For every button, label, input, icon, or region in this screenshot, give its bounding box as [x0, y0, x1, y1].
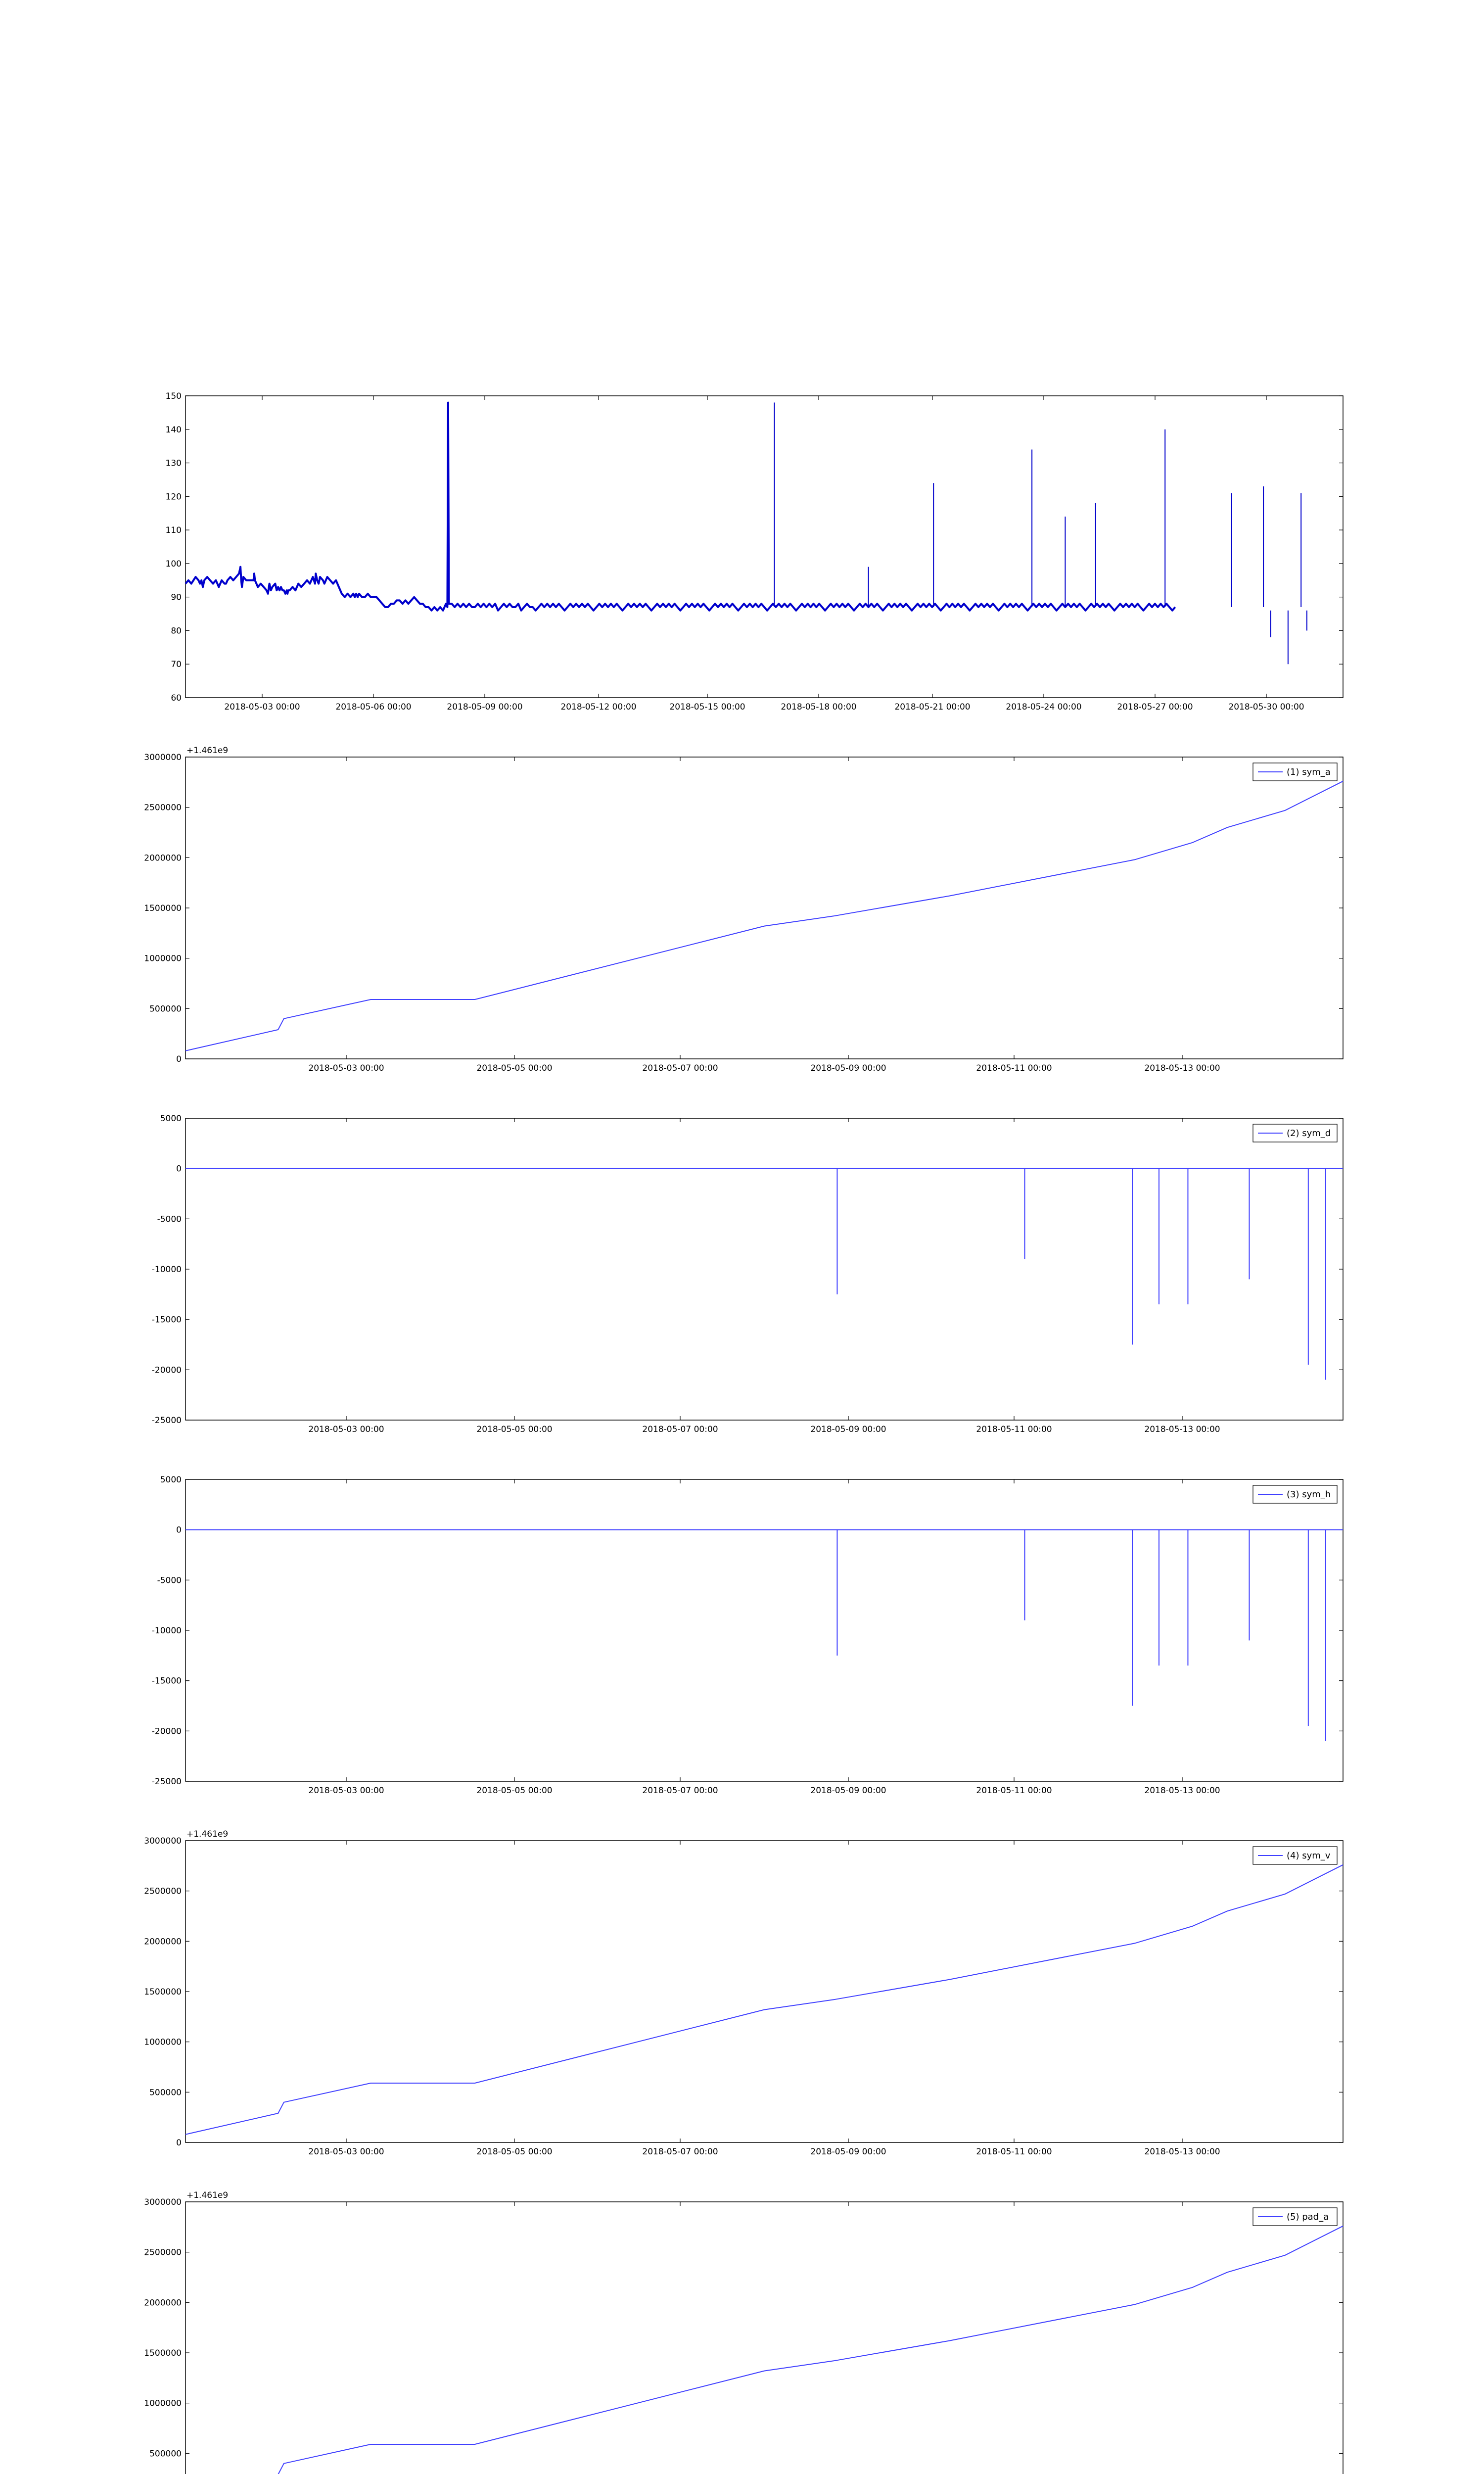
price-series-line: [186, 403, 1175, 611]
y-tick-label: -5000: [157, 1575, 182, 1586]
legend-label: (4) sym_v: [1287, 1851, 1331, 1861]
y-tick-label: 1000000: [144, 953, 182, 964]
panel-4: [152, 1475, 1343, 1796]
series-line: [186, 2226, 1343, 2474]
x-tick-label: 2018-05-05 00:00: [476, 1425, 553, 1434]
y-tick-label: 500000: [149, 1004, 182, 1014]
legend-label: (2) sym_d: [1287, 1128, 1331, 1139]
y-tick-label: 1000000: [144, 2037, 182, 2047]
axes-frame: [186, 757, 1343, 1059]
x-tick-label: 2018-05-03 00:00: [308, 1425, 384, 1434]
y-tick-label: 2000000: [144, 2298, 182, 2308]
x-tick-label: 2018-05-12 00:00: [560, 702, 637, 712]
axis-offset-label: +1.461e9: [186, 746, 229, 756]
x-tick-label: 2018-05-07 00:00: [642, 1786, 718, 1796]
x-tick-label: 2018-05-11 00:00: [976, 1425, 1052, 1434]
axes-frame: [186, 1118, 1343, 1420]
x-tick-label: 2018-05-07 00:00: [642, 1063, 718, 1073]
x-tick-label: 2018-05-15 00:00: [669, 702, 745, 712]
panel-6: [144, 2190, 1343, 2474]
x-tick-label: 2018-05-05 00:00: [476, 2147, 553, 2157]
axes-frame: [186, 396, 1343, 698]
y-tick-label: -10000: [151, 1265, 182, 1275]
legend-label: (3) sym_h: [1287, 1489, 1331, 1500]
x-tick-label: 2018-05-07 00:00: [642, 1425, 718, 1434]
y-tick-label: -10000: [151, 1626, 182, 1636]
y-tick-label: 100: [165, 559, 182, 569]
x-tick-label: 2018-05-09 00:00: [810, 2147, 886, 2157]
x-tick-label: 2018-05-24 00:00: [1006, 702, 1082, 712]
x-tick-label: 2018-05-03 00:00: [308, 1063, 384, 1073]
y-tick-label: 120: [165, 492, 182, 502]
panel-3: [152, 1114, 1343, 1434]
x-tick-label: 2018-05-07 00:00: [642, 2147, 718, 2157]
axis-offset-label: +1.461e9: [186, 1829, 229, 1839]
legend-label: (5) pad_a: [1287, 2212, 1329, 2222]
y-tick-label: 5000: [160, 1114, 182, 1124]
x-tick-label: 2018-05-27 00:00: [1117, 702, 1193, 712]
y-tick-label: 2500000: [144, 1886, 182, 1897]
x-tick-label: 2018-05-11 00:00: [976, 1786, 1052, 1796]
x-tick-label: 2018-05-13 00:00: [1144, 2147, 1220, 2157]
y-tick-label: 2500000: [144, 803, 182, 813]
y-tick-label: 500000: [149, 2449, 182, 2459]
y-tick-label: 0: [176, 2138, 182, 2148]
panel-2: [144, 746, 1343, 1073]
series-line: [186, 781, 1343, 1051]
y-tick-label: 110: [165, 525, 182, 536]
x-tick-label: 2018-05-09 00:00: [810, 1786, 886, 1796]
y-tick-label: 500000: [149, 2088, 182, 2098]
x-tick-label: 2018-05-30 00:00: [1228, 702, 1304, 712]
y-tick-label: 80: [171, 626, 182, 636]
x-tick-label: 2018-05-18 00:00: [781, 702, 857, 712]
y-tick-label: 150: [165, 391, 182, 401]
axes-frame: [186, 2202, 1343, 2474]
y-tick-label: -25000: [151, 1777, 182, 1787]
series-line: [186, 1865, 1343, 2135]
y-tick-label: 3000000: [144, 753, 182, 762]
y-tick-label: 1500000: [144, 2348, 182, 2358]
y-tick-label: 0: [176, 1164, 182, 1174]
x-tick-label: 2018-05-11 00:00: [976, 2147, 1052, 2157]
y-tick-label: -15000: [151, 1676, 182, 1686]
y-tick-label: -15000: [151, 1315, 182, 1325]
y-tick-label: 5000: [160, 1475, 182, 1485]
x-tick-label: 2018-05-09 00:00: [810, 1425, 886, 1434]
y-tick-label: 0: [176, 1525, 182, 1535]
y-tick-label: 3000000: [144, 2197, 182, 2207]
x-tick-label: 2018-05-13 00:00: [1144, 1063, 1220, 1073]
axis-offset-label: +1.461e9: [186, 2190, 229, 2200]
y-tick-label: 60: [171, 693, 182, 703]
y-tick-label: -25000: [151, 1416, 182, 1426]
y-tick-label: 1500000: [144, 904, 182, 913]
y-tick-label: -20000: [151, 1365, 182, 1376]
x-tick-label: 2018-05-09 00:00: [810, 1063, 886, 1073]
legend-label: (1) sym_a: [1287, 767, 1331, 777]
x-tick-label: 2018-05-03 00:00: [308, 2147, 384, 2157]
y-tick-label: 0: [176, 1054, 182, 1064]
y-tick-label: 3000000: [144, 1836, 182, 1846]
y-tick-label: 2000000: [144, 1937, 182, 1947]
y-tick-label: 70: [171, 660, 182, 670]
axes-frame: [186, 1479, 1343, 1781]
x-tick-label: 2018-05-03 00:00: [224, 702, 300, 712]
panel-1: [166, 391, 1343, 712]
x-tick-label: 2018-05-06 00:00: [335, 702, 412, 712]
x-tick-label: 2018-05-13 00:00: [1144, 1425, 1220, 1434]
x-tick-label: 2018-05-09 00:00: [447, 702, 523, 712]
x-tick-label: 2018-05-21 00:00: [894, 702, 971, 712]
y-tick-label: -20000: [151, 1726, 182, 1737]
y-tick-label: 2000000: [144, 853, 182, 863]
panel-5: [144, 1829, 1343, 2157]
y-tick-label: 1500000: [144, 1987, 182, 1997]
y-tick-label: 130: [165, 458, 182, 469]
x-tick-label: 2018-05-05 00:00: [476, 1063, 553, 1073]
x-tick-label: 2018-05-11 00:00: [976, 1063, 1052, 1073]
y-tick-label: 90: [171, 592, 182, 603]
y-tick-label: -5000: [157, 1214, 182, 1225]
axes-frame: [186, 1841, 1343, 2142]
y-tick-label: 2500000: [144, 2247, 182, 2258]
y-tick-label: 1000000: [144, 2398, 182, 2409]
x-tick-label: 2018-05-05 00:00: [476, 1786, 553, 1796]
x-tick-label: 2018-05-03 00:00: [308, 1786, 384, 1796]
x-tick-label: 2018-05-13 00:00: [1144, 1786, 1220, 1796]
y-tick-label: 140: [165, 425, 182, 435]
